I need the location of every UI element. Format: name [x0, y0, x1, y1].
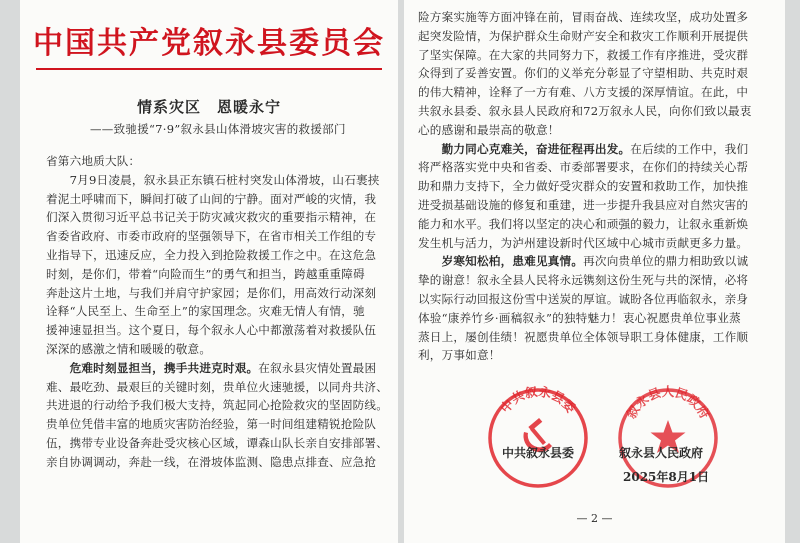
text-line: 贵单位凭借丰富的地质灾害防治经验，第一时间组建精锐抢险队: [46, 417, 377, 432]
text-line: 深深的感激之情和暖暖的敬意。: [46, 341, 212, 356]
text-line: 众得到了妥善安置。你们的义举充分彰显了守望相助、共克时艰: [418, 66, 749, 81]
text-line: 共进退的行动给予我们极大支持，筑起同心抢险救灾的坚固防线。: [46, 398, 389, 413]
text-line: 了坚实保障。在大家的共同努力下，救援工作有序推进，受灾群: [418, 47, 749, 62]
text-line: 发生机与活力，为泸州建设新时代区域中心城市贡献更多力量。: [418, 235, 749, 250]
signature-county-government: 叙永县人民政府: [619, 446, 704, 460]
text-line: 省委省政府、市委市政府的坚强领导下，在省市相关工作组的专: [46, 229, 377, 244]
text-line: 着泥土呼啸而下，瞬间打破了山间的宁静。面对严峻的灾情，我: [46, 191, 377, 206]
text-line: 危难时刻显担当，携手共进克时艰。在叙永县灾情处置最困: [69, 360, 377, 375]
signature-date: 2025年8月1日: [623, 470, 710, 484]
text-line: 奔赴这片土地，与我们并肩守护家园；是你们，用高效行动深刻: [46, 285, 377, 300]
text-line: 诠释“人民至上、生命至上”的家国理念。灾难无情人有情，驰: [46, 304, 365, 319]
text-line: 省第六地质大队：: [46, 154, 141, 168]
text-line: 体验“康养竹乡·画稿叙永”的独特魅力！衷心祝愿贵单位事业蒸: [418, 310, 741, 325]
text-line: 共叙永县委、叙永县人民政府和72万叙永人民，向你们致以最衷: [418, 103, 752, 118]
text-line: 援神速显担当。这个夏日，每个叙永人心中都激荡着对救援队伍: [46, 323, 377, 338]
page-number: — 2 —: [576, 512, 613, 525]
text-line: 挚的谢意！叙永全县人民将永远镌刻这份生死与共的深情，必将: [418, 273, 749, 288]
text-line: 能力和水平。我们将以坚定的决心和顽强的毅力，让叙永重新焕: [418, 216, 749, 231]
letter-title: 情系灾区 恩暖永宁: [136, 98, 281, 116]
letter-page-2: [404, 0, 785, 543]
text-line: 业指导下，迅速反应，全力投入到抢险救援工作之中。在这危急: [46, 247, 377, 262]
letter-body-left: [46, 152, 388, 472]
text-line: 岁寒知松柏，患难见真情。再次向贵单位的鼎力相助致以诚: [441, 254, 749, 269]
text-line: 亲自协调调动，奔赴一线，在滑坡体监测、隐患点排查、应急抢: [46, 454, 377, 469]
party-seal-text: 中共叙永县委: [497, 384, 579, 416]
text-line: 勤力同心克难关，奋进征程再出发。在后续的工作中，我们: [441, 141, 749, 156]
text-line: 蒸日上，屡创佳绩！祝愿贵单位全体领导职工身体健康，工作顺: [418, 329, 749, 344]
text-line: 进受损基础设施的修复和重建，进一步提升我县应对自然灾害的: [418, 197, 749, 212]
party-committee-seal: [484, 384, 592, 492]
text-line: 时刻，是你们，带着“向险而生”的勇气和担当，跨越重重障碍: [46, 266, 365, 281]
letter-subtitle: ——致驰援“7·9”叙永县山体滑坡灾害的救援部门: [90, 122, 346, 136]
signature-party-committee: 中共叙永县委: [502, 446, 575, 460]
text-line: 难、最吃劲、最艰巨的关键时刻，贵单位火速驰援，以同舟共济、: [46, 379, 389, 394]
letter-page-1: [20, 0, 398, 543]
svg-text:叙永县人民政府: [623, 384, 713, 422]
text-line: 7月9日凌晨，叙永县正东镇石桩村突发山体滑坡，山石裹挟: [46, 172, 380, 187]
letterhead-title: 中国共产党叙永县委员会: [33, 26, 385, 61]
text-line: 利，万事如意！: [418, 348, 501, 363]
text-line: 起突发险情，为保护群众生命财产安全和救灾工作顺利开展提供: [418, 28, 749, 43]
text-line: 们深入贯彻习近平总书记关于防灾减灾救灾的重要指示精神，在: [46, 210, 377, 225]
text-line: 以实际行动回报这份雪中送炭的厚谊。诚盼各位再临叙永，亲身: [418, 291, 749, 306]
text-line: 心的感谢和最崇高的敬意！: [418, 122, 560, 137]
letter-body-right: [418, 8, 752, 365]
text-line: 险方案实施等方面冲锋在前，冒雨奋战、连续攻坚，成功处置多: [418, 10, 749, 24]
gov-seal-text: 叙永县人民政府: [623, 384, 713, 422]
letterhead-red-rule: [36, 68, 382, 70]
text-line: 助和鼎力支持下，全力做好受灾群众的安置和救助工作，加快推: [418, 179, 749, 194]
text-line: 伍，携带专业设备奔赴受灾核心区域，谭森山队长亲自安排部署、: [46, 435, 389, 450]
text-line: 的伟大精神，诠释了一方有难、八方支援的深厚情谊。在此，中: [418, 85, 749, 100]
text-line: 将严格落实党中央和省委、市委部署要求，在你们的持续关心帮: [418, 160, 749, 175]
